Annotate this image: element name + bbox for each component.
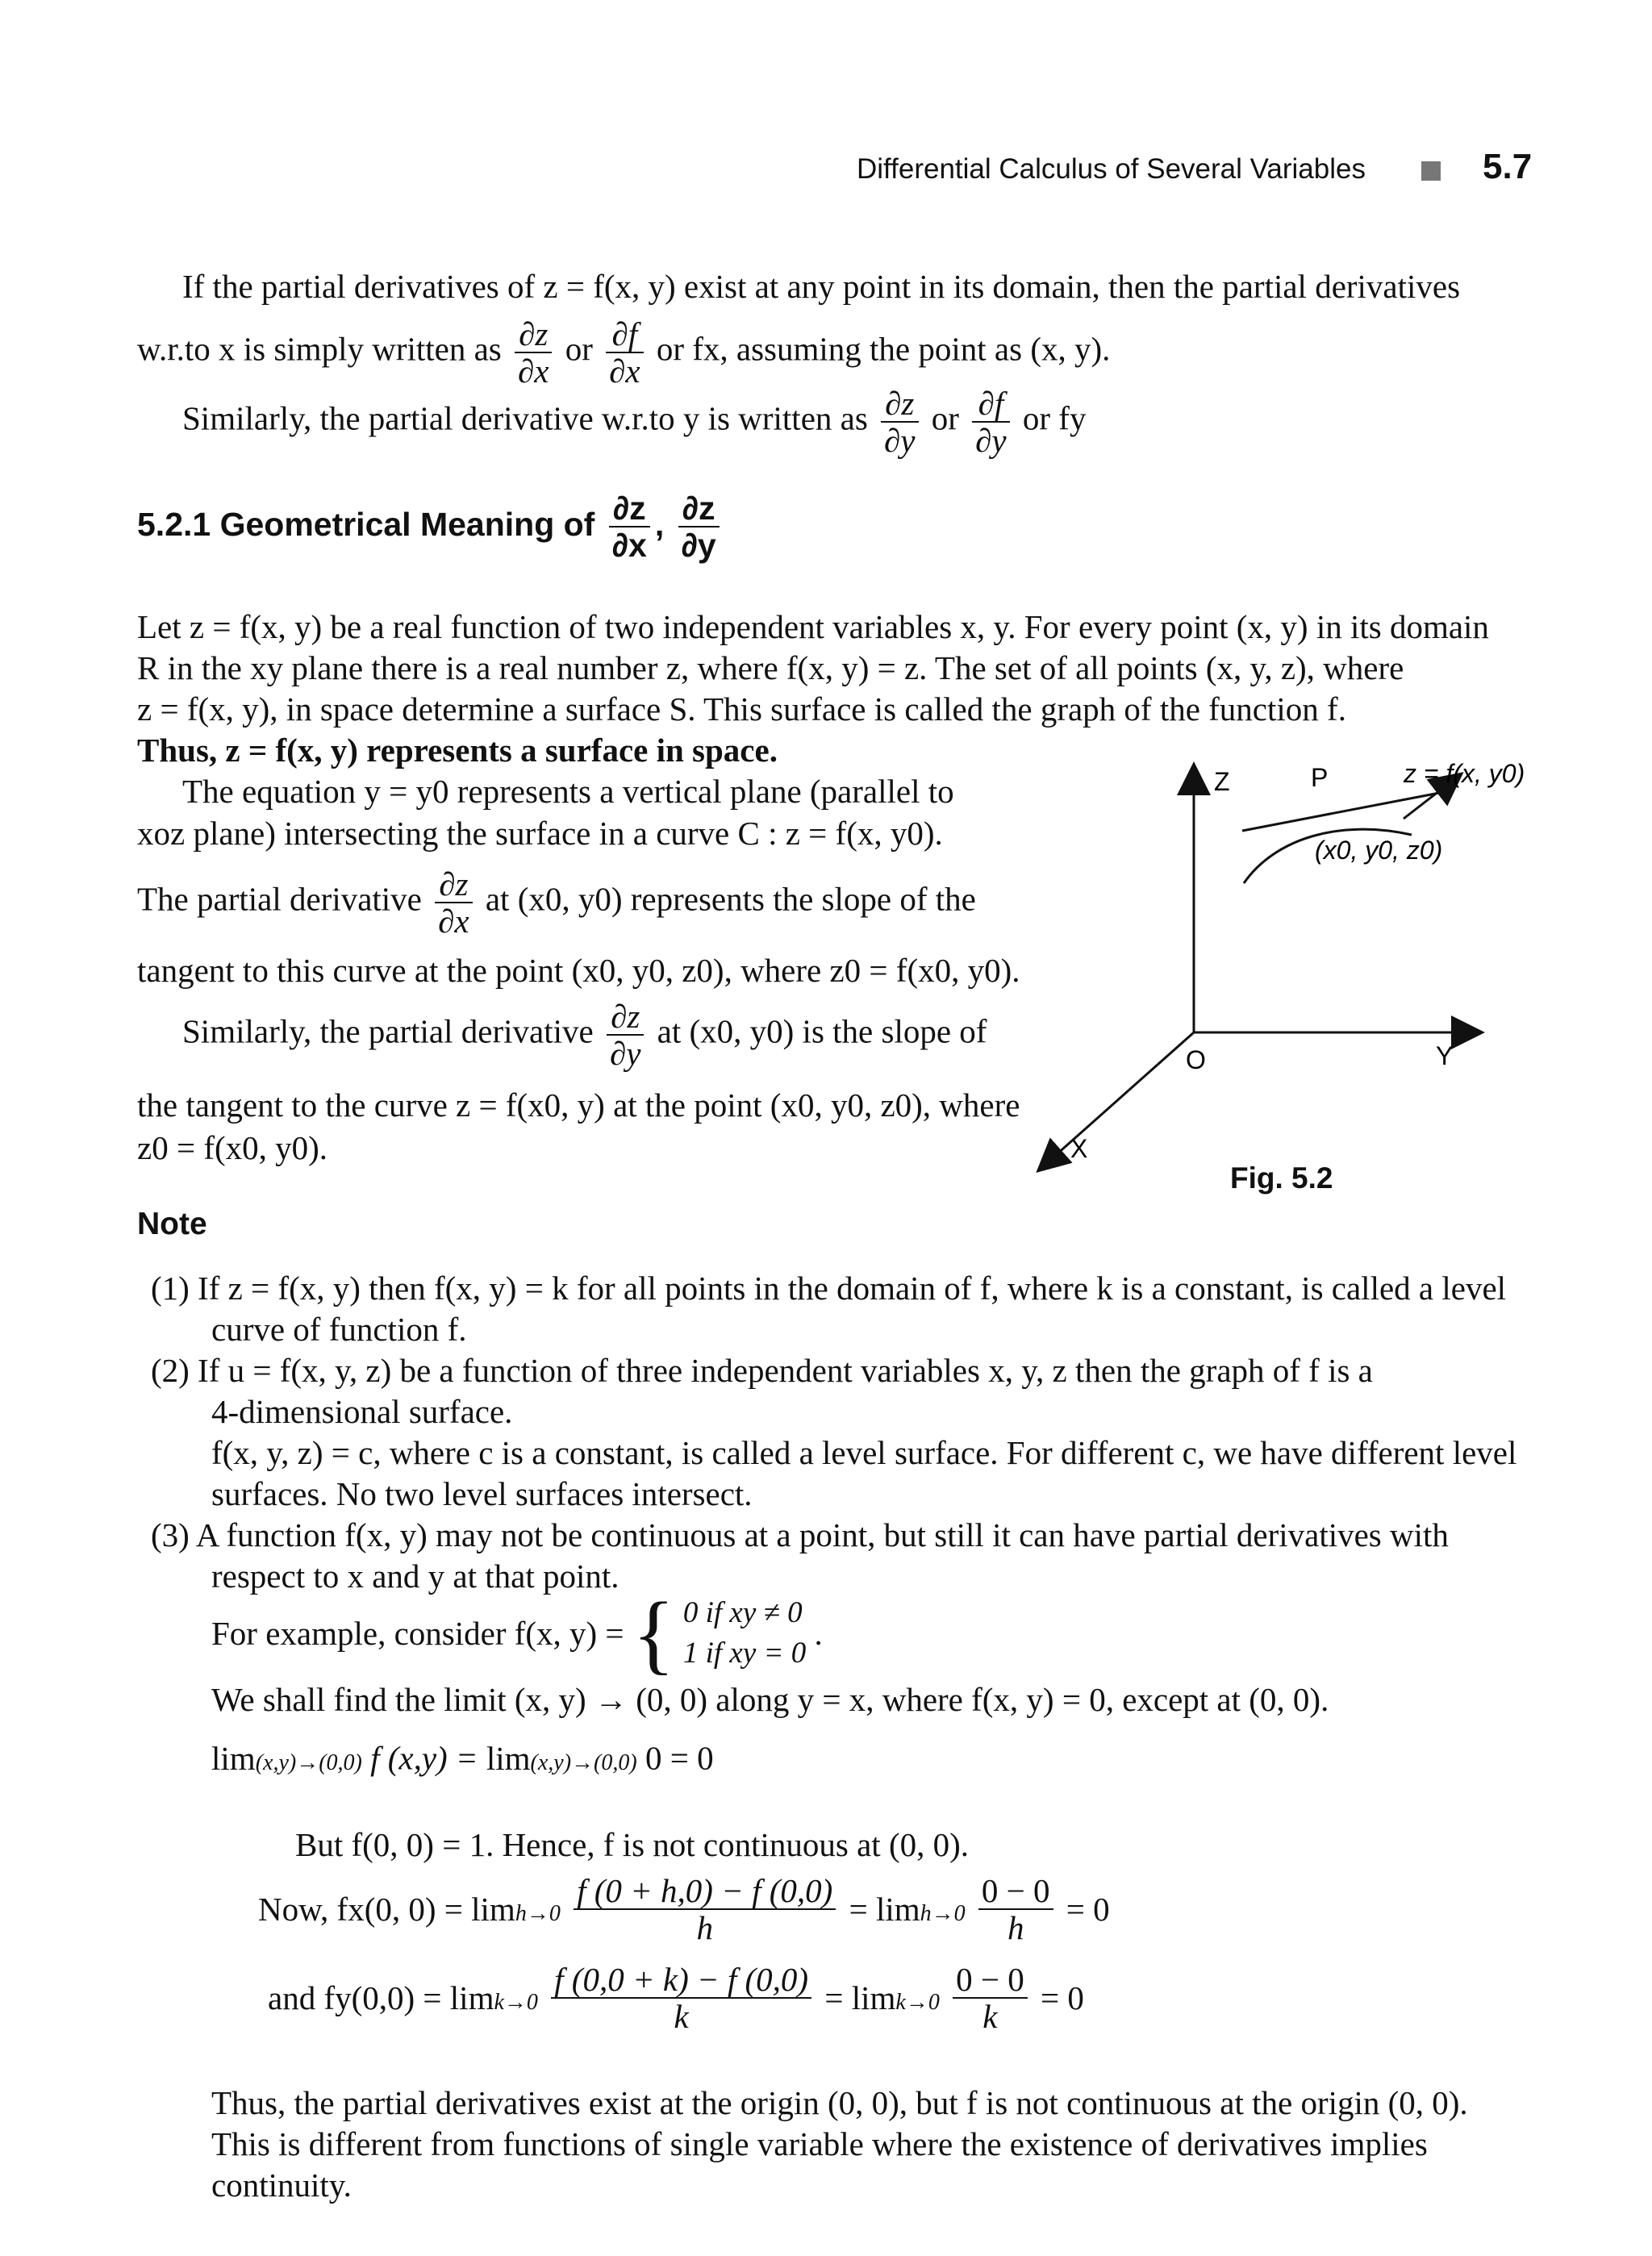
body-p4-line-3: z0 = f(x0, y0). xyxy=(137,1129,328,1166)
fy-fraction: $\frac{f (0,0 + k) - f (0,0)}{k}$ xyxy=(551,1962,811,2034)
label-x: X xyxy=(1070,1134,1088,1163)
limit-equation-1: lim(x,y)→(0,0) f (x,y) = lim(x,y)→(0,0) 0 = 0 xyxy=(211,1739,714,1777)
note-1-line-1: (1) If z = f(x, y) then f(x, y) = k for all points in the domain of f, where k is a constant, is called a level xyxy=(151,1270,1507,1307)
but-line: But f(0, 0) = 1. Hence, f is not continuous at (0, 0). xyxy=(295,1826,969,1863)
body-p3-line-2: tangent to this curve at the point (x0, y0, z0), where z0 = f(x0, y0). xyxy=(137,952,1020,989)
fraction-df-dx: $\frac{\partial f}{\partial x}$ xyxy=(606,316,643,389)
note-2-line-1: (2) If u = f(x, y, z) be a function of three independent variables x, y, z then the graph of f is a xyxy=(151,1352,1373,1389)
heading-fraction-dz-dx: $\frac{\partial z}{\partial x}$ xyxy=(609,490,650,563)
or-text-2: or xyxy=(931,399,959,437)
label-y: Y xyxy=(1436,1041,1454,1070)
fraction-df-dy: $\frac{\partial f}{\partial y}$ xyxy=(972,386,1009,458)
lim-block-h-2: limh→0 xyxy=(875,1891,966,1928)
label-o: O xyxy=(1186,1045,1206,1074)
conclusion-line-2: This is different from functions of single variable where the existence of derivatives implies xyxy=(211,2125,1428,2162)
lim-block-k-2: limk→0 xyxy=(851,1979,940,2016)
body-p4-line-2: the tangent to the curve z = f(x0, y) at the point (x0, y0, z0), where xyxy=(137,1086,1020,1124)
running-title: Differential Calculus of Several Variables xyxy=(857,153,1366,185)
intro-line-3-text: Similarly, the partial derivative w.r.to y is written as xyxy=(182,399,868,437)
fraction-dz-dy: $\frac{\partial z}{\partial y}$ xyxy=(881,386,918,458)
note-2-line-4: surfaces. No two level surfaces intersect. xyxy=(211,1475,753,1512)
cases-brace: { xyxy=(632,1584,675,1683)
body-p1-line-1: Let z = f(x, y) be a real function of two independent variables x, y. For every point (x, y) in its domain xyxy=(137,608,1489,645)
conclusion-line-3: continuity. xyxy=(211,2166,352,2204)
header-square-icon xyxy=(1421,161,1441,181)
label-z: Z xyxy=(1214,767,1230,796)
fx-equation: Now, fx(0, 0) = limh→0 $\frac{f (0 + h,0) - f (0,0)}{h}$ = limh→0 $\frac{0 - 0}{h}$ = 0 xyxy=(258,1872,1110,1946)
tangent-line xyxy=(1242,790,1452,831)
page-number: 5.7 xyxy=(1483,147,1533,186)
body-p1-line-3: z = f(x, y), in space determine a surface S. This surface is called the graph of the function f. xyxy=(137,690,1346,728)
intro-line-1: If the partial derivatives of z = f(x, y) exist at any point in its domain, then the partial derivatives xyxy=(182,268,1461,305)
label-curve: z = f(x, y0) xyxy=(1404,759,1525,788)
body-p3-line-1: The partial derivative $\frac{\partial z}{\partial x}$ at (x0, y0) represents the slope of the xyxy=(137,865,976,940)
note-3-line-2: respect to x and y at that point. xyxy=(211,1558,620,1595)
or-text: or xyxy=(565,330,593,368)
lim-block-k: limk→0 xyxy=(449,1979,538,2016)
intro-line-2 xyxy=(137,316,1110,389)
heading-fraction-dz-dy: $\frac{\partial z}{\partial y}$ xyxy=(678,490,720,563)
fraction-dz-dx-2: $\frac{\partial z}{\partial x}$ xyxy=(435,866,472,939)
label-point: (x0, y0, z0) xyxy=(1315,836,1443,865)
body-p2-line-2: xoz plane) intersecting the surface in a curve C : z = f(x, y0). xyxy=(137,815,943,852)
note-3-limit-line: We shall find the limit (x, y) → (0, 0) along y = x, where f(x, y) = 0, except at (0, 0). xyxy=(211,1681,1329,1718)
conclusion-line-1: Thus, the partial derivatives exist at the origin (0, 0), but f is not continuous at the origin (0, 0). xyxy=(211,2084,1468,2121)
fx-fraction: $\frac{f (0 + h,0) - f (0,0)}{h}$ xyxy=(574,1873,836,1945)
note-2-line-2: 4-dimensional surface. xyxy=(211,1393,513,1430)
fy-equation: and fy(0,0) = limk→0 $\frac{f (0,0 + k) - f (0,0)}{k}$ = limk→0 $\frac{0 - 0}{k}$ = 0 xyxy=(268,1961,1084,2035)
fraction-dz-dx: $\frac{\partial z}{\partial x}$ xyxy=(515,316,552,389)
figure-caption: Fig. 5.2 xyxy=(1230,1161,1333,1195)
body-p4-line-1: Similarly, the partial derivative $\frac{\partial z}{\partial y}$ at (x0, y0) is the slope of xyxy=(182,998,987,1072)
note-1-line-2: curve of function f. xyxy=(211,1311,467,1348)
label-p: P xyxy=(1311,763,1329,792)
intro-line-2-text: w.r.to x is simply written as xyxy=(137,330,502,368)
note-heading: Note xyxy=(137,1207,207,1241)
lim-block-2: lim(x,y)→(0,0) xyxy=(486,1739,637,1777)
note-3-example: For example, consider f(x, y) = { 0 if xy ≠ 0 1 if xy = 0 . xyxy=(211,1584,823,1683)
note-2-line-3: f(x, y, z) = c, where c is a constant, is called a level surface. For different c, we have different level xyxy=(211,1434,1517,1471)
body-p1-line-2: R in the xy plane there is a real number z, where f(x, y) = z. The set of all points (x, y, z), where xyxy=(137,649,1404,686)
zero-fraction-h: $\frac{0 - 0}{h}$ xyxy=(978,1873,1053,1945)
intro-line-3-post: or fy xyxy=(1022,399,1087,437)
intro-line-2-post: or fx, assuming the point as (x, y). xyxy=(656,330,1111,368)
note-3-line-1: (3) A function f(x, y) may not be continuous at a point, but still it can have partial derivatives with xyxy=(151,1516,1449,1553)
body-p1-line-4: Thus, z = f(x, y) represents a surface in space. xyxy=(137,732,778,769)
fraction-dz-dy-2: $\frac{\partial z}{\partial y}$ xyxy=(607,999,644,1071)
lim-block-h: limh→0 xyxy=(471,1891,561,1928)
figure-5-2 xyxy=(1032,750,1565,1202)
body-p2-line-1: The equation y = y0 represents a vertical plane (parallel to xyxy=(182,773,954,810)
intro-line-3 xyxy=(182,386,1086,458)
zero-fraction-k: $\frac{0 - 0}{k}$ xyxy=(953,1962,1028,2034)
lim-block-1: lim(x,y)→(0,0) xyxy=(211,1739,362,1777)
section-heading: 5.2.1 Geometrical Meaning of $\frac{\partial z}{\partial x}$ , $\frac{\partial z}{\partial y}$ xyxy=(137,490,724,563)
piecewise-cases: 0 if xy ≠ 0 1 if xy = 0 xyxy=(682,1596,807,1670)
section-title: 5.2.1 Geometrical Meaning of xyxy=(137,505,595,543)
